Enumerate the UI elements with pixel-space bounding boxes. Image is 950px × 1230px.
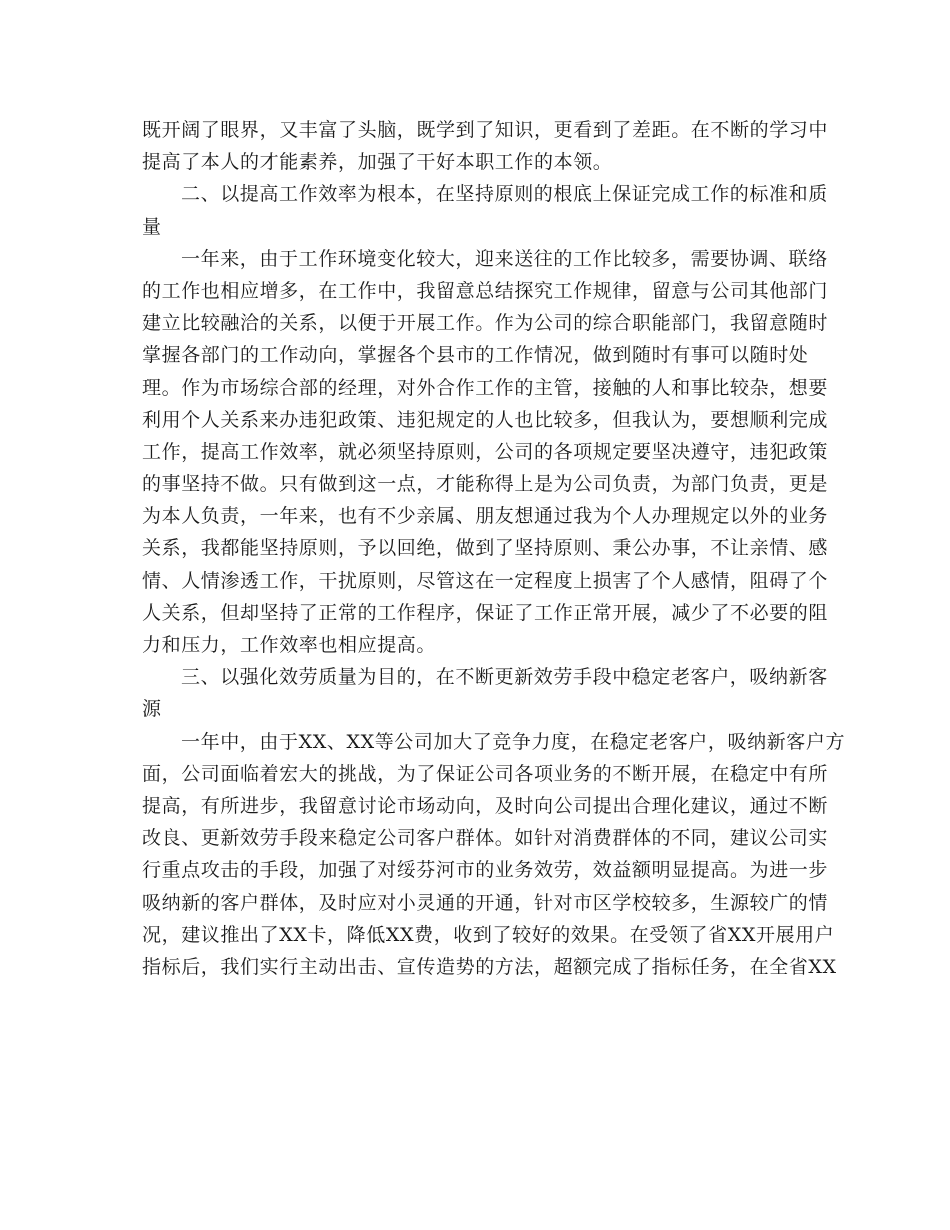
text-line: 改良、更新效劳手段来稳定公司客户群体。如针对消费群体的不同，建议公司实	[142, 827, 829, 850]
text-line: 提高了本人的才能素养，加强了干好本职工作的本领。	[142, 151, 613, 174]
text-line: 掌握各部门的工作动向，掌握各个县市的工作情况，做到随时有事可以随时处	[142, 344, 809, 367]
text-line: 吸纳新的客户群体，及时应对小灵通的开通，针对市区学校较多，生源较广的情	[142, 891, 829, 914]
text-line: 二、以提高工作效率为根本，在坚持原则的根底上保证完成工作的标准和质	[181, 183, 828, 206]
text-line: 行重点攻击的手段，加强了对绥芬河市的业务效劳，效益额明显提高。为进一步	[142, 859, 829, 882]
text-line: 既开阔了眼界，又丰富了头脑，既学到了知识，更看到了差距。在不断的学习中	[142, 119, 829, 141]
text-line: 建立比较融洽的关系，以便于开展工作。作为公司的综合职能部门，我留意随时	[142, 312, 829, 335]
text-line: 理。作为市场综合部的经理，对外合作工作的主管，接触的人和事比较杂，想要	[142, 376, 829, 399]
body-text	[142, 114, 846, 983]
text-line: 力和压力，工作效率也相应提高。	[142, 634, 437, 656]
text-line: 为本人负责，一年来，也有不少亲属、朋友想通过我为个人办理规定以外的业务	[142, 505, 829, 528]
text-line: 关系，我都能坚持原则，予以回绝，做到了坚持原则、秉公办事，不让亲情、感	[142, 537, 829, 560]
text-line: 面，公司面临着宏大的挑战，为了保证公司各项业务的不断开展，在稳定中有所	[142, 762, 829, 785]
text-line: 指标后，我们实行主动出击、宣传造势的方法，超额完成了指标任务，在全省XX	[142, 955, 837, 978]
text-line: 三、以强化效劳质量为目的，在不断更新效劳手段中稳定老客户，吸纳新客	[181, 666, 828, 689]
text-line: 况，建议推出了XX卡，降低XX费，收到了较好的效果。在受领了省XX开展用户	[142, 923, 835, 946]
text-line: 的工作也相应增多，在工作中，我留意总结探究工作规律，留意与公司其他部门	[142, 279, 829, 302]
text-line: 提高，有所进步，我留意讨论市场动向，及时向公司提出合理化建议，通过不断	[142, 794, 829, 817]
text-line: 人关系，但却坚持了正常的工作程序，保证了工作正常开展，减少了不必要的阻	[142, 601, 829, 624]
text-line: 的事坚持不做。只有做到这一点，才能称得上是为公司负责，为部门负责，更是	[142, 473, 829, 496]
text-line: 工作，提高工作效率，就必须坚持原则，公司的各项规定要坚决遵守，违犯政策	[142, 440, 829, 463]
text-line: 情、人情渗透工作，干扰原则，尽管这在一定程度上损害了个人感情，阻碍了个	[142, 569, 829, 592]
text-line: 一年中，由于XX、XX等公司加大了竞争力度，在稳定老客户，吸纳新客户方	[181, 730, 846, 753]
text-line: 利用个人关系来办违犯政策、违犯规定的人也比较多，但我认为，要想顺利完成	[142, 408, 829, 431]
text-line: 一年来，由于工作环境变化较大，迎来送往的工作比较多，需要协调、联络	[181, 247, 828, 270]
text-line: 源	[142, 698, 162, 721]
text-line: 量	[142, 215, 162, 238]
